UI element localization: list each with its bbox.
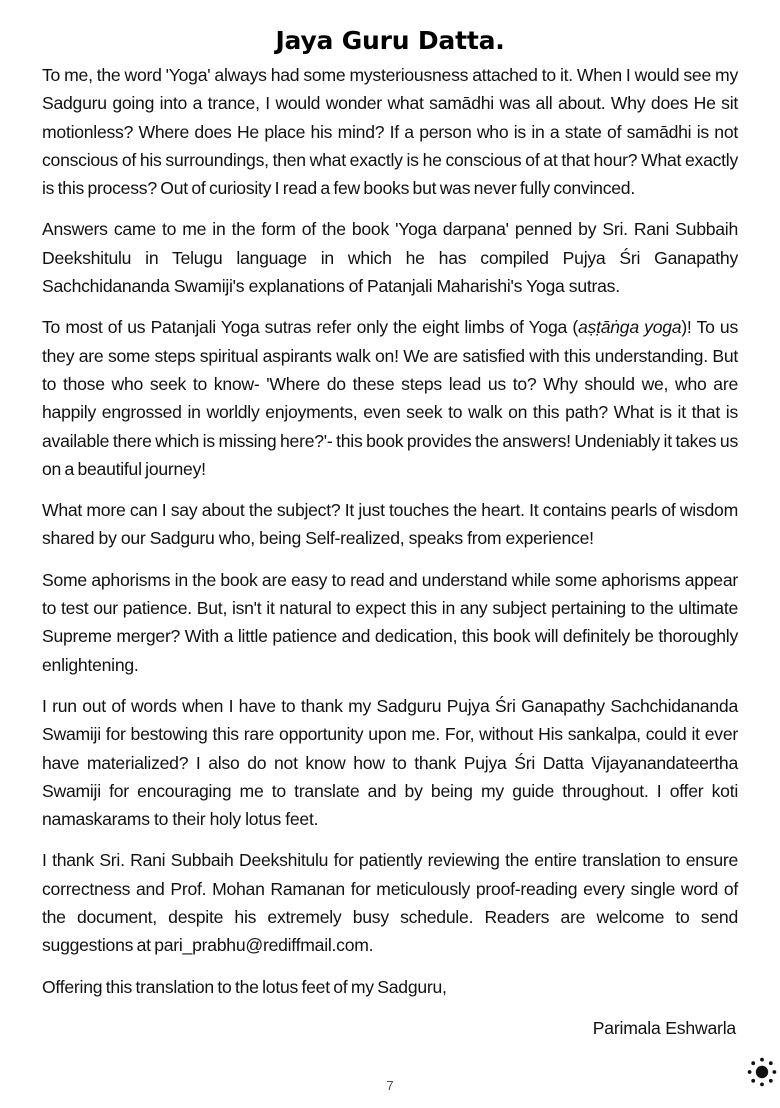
paragraph-touches-the-heart: What more can I say about the subject? It just touches the heart. It contains pearls of wisdom shared by our Sadguru who, being Self-realized, speaks from experience!	[42, 500, 738, 549]
page-title: Jaya Guru Datta.	[275, 26, 505, 55]
paragraph-eight-limbs-part-a: To most of us Patanjali Yoga sutras refer only the eight limbs of Yoga (	[42, 317, 578, 338]
author-signature: Parimala Eshwarla	[592, 1017, 736, 1038]
paragraph-aphorisms-patience: Some aphorisms in the book are easy to read and understand while some aphorisms appear to test our patience. But, isn't it natural to expect this in any subject pertaining to the ultimate Supreme merger? With a little patience and dedication, this book will definitely be thoroughly enlightening.	[42, 569, 738, 675]
page-number: 7	[386, 1078, 394, 1093]
paragraph-thanks-sadguru: I run out of words when I have to thank my Sadguru Pujya Śri Ganapathy Sachchidananda Swamiji for bestowing this rare opportunity upon me. For, without His sankalpa, could it ever have materialized? I also do not know how to thank Pujya Śri Datta Vijayanandateertha Swamiji for encouraging me to translate and by being my guide throughout. I offer koti namaskarams to their holy lotus feet.	[42, 695, 738, 830]
paragraph-yoga-darpana-book: Answers came to me in the form of the book 'Yoga darpana' penned by Sri. Rani Subbaih Deekshitulu in Telugu language in which he has compiled Pujya Śri Ganapathy Sachchidananda Swamiji's explanations of Patanjali Maharishi's Yoga sutras.	[42, 219, 738, 297]
paragraph-intro-yoga-mystery: To me, the word 'Yoga' always had some mysteriousness attached to it. When I would see my Sadguru going into a trance, I would wonder what samādhi was all about. Why does He sit motionless? Where does He place his mind? If a person who is in a state of samādhi is not conscious of his surroundings, then what exactly is he conscious of at that hour? What exactly is this process? Out of curiosity I read a few books but was never fully convinced.	[42, 65, 738, 199]
paragraph-thanks-reviewers: I thank Sri. Rani Subbaih Deekshitulu for patiently reviewing the entire translation to ensure correctness and Prof. Mohan Ramanan for meticulously proof-reading every single word of the document, despite his extremely busy schedule. Readers are welcome to send suggestions at pari_prabhu@rediffmail.com.	[42, 850, 738, 956]
paragraph-eight-limbs-part-b: )! To us they are some steps spiritual aspirants walk on! We are satisfied with this understanding. But to those who seek to know- 'Where do these steps lead us to? Why should we, who are happily engrossed in worldly enjoyments, even seek to walk on this path? What is it that is available there which is missing here?'- this book provides the answers! Undeniably it takes us on a beautiful journey!	[42, 317, 739, 479]
paragraph-offering: Offering this translation to the lotus feet of my Sadguru,	[42, 976, 447, 997]
paragraph-eight-limbs	[42, 313, 738, 483]
page-content	[42, 0, 738, 1042]
sanskrit-term-astanga-yoga: aṣṭāṅga yoga	[578, 317, 682, 338]
sun-icon	[745, 1055, 779, 1089]
